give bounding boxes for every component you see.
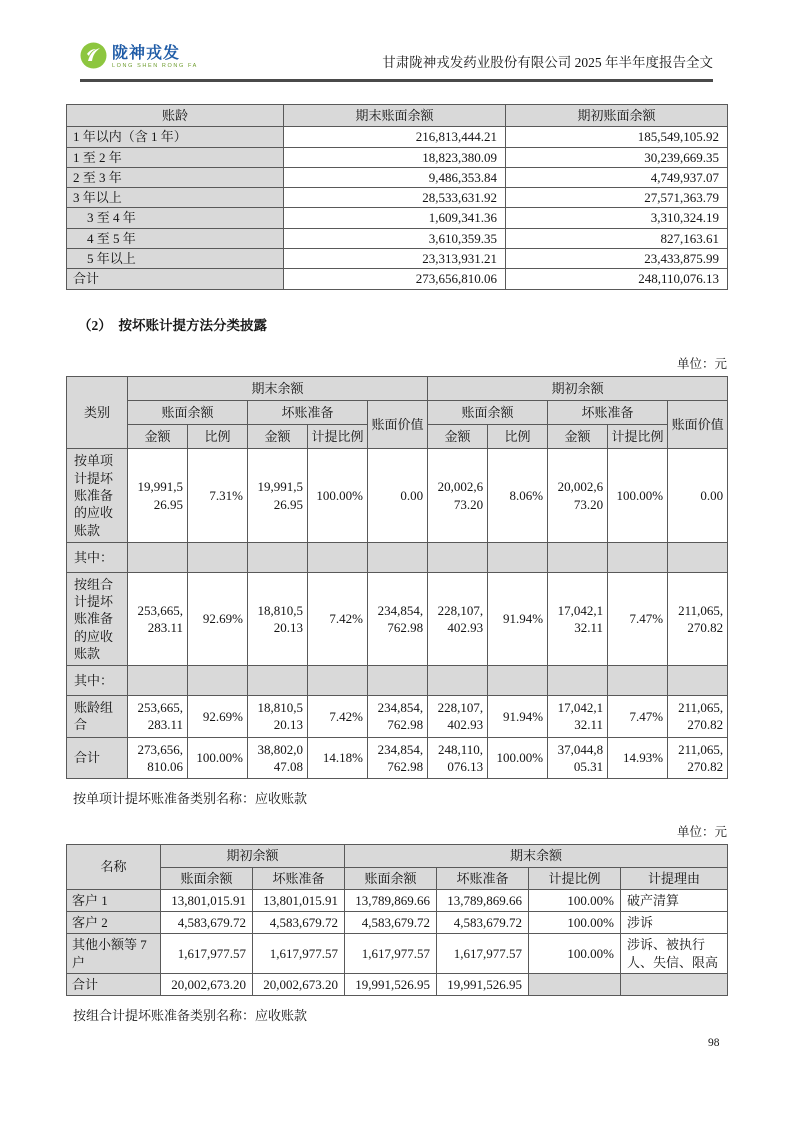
ratio-cell: 100.00% [608,449,668,542]
unit-label: 单位：元 [676,825,727,840]
row-label-cell: 其中： [67,542,128,572]
col-header-category: 类别 [67,376,128,449]
ratio-cell: 7.31% [188,449,248,542]
row-label-cell: 账龄组合 [67,696,128,738]
amount-cell: 1,617,977.57 [345,934,437,974]
individual-provision-table [66,844,728,996]
empty-cell [308,542,368,572]
table-row [67,889,728,911]
amount-cell: 13,801,015.91 [161,889,253,911]
table-row [67,934,728,974]
report-title: 甘肃陇神戎发药业股份有限公司 2025 年半年度报告全文 [382,55,713,70]
amount-cell: 37,044,805.31 [548,737,608,779]
amount-cell: 13,789,869.66 [437,889,529,911]
amount-cell: 234,854,762.98 [368,696,428,738]
amount-cell: 18,810,520.13 [248,572,308,665]
amount-cell: 253,665,283.11 [128,696,188,738]
ratio-cell: 91.94% [488,572,548,665]
amount-cell: 13,789,869.66 [345,889,437,911]
amount-cell: 17,042,132.11 [548,572,608,665]
row-label-cell: 1 至 2 年 [67,147,284,167]
row-label-cell: 按组合计提坏账准备的应收账款 [67,572,128,665]
amount-cell: 23,313,931.21 [284,248,506,268]
amount-cell: 30,239,669.35 [506,147,728,167]
note-group-category: 按组合计提坏账准备类别名称：应收账款 [73,1008,308,1024]
table-row [67,147,728,167]
amount-cell: 27,571,363.79 [506,188,728,208]
aging-table [66,104,728,290]
total-row [67,269,728,289]
amount-cell: 211,065,270.82 [668,572,728,665]
amount-cell: 13,801,015.91 [253,889,345,911]
amount-cell: 1,617,977.57 [437,934,529,974]
amount-cell: 234,854,762.98 [368,572,428,665]
ratio-cell: 14.93% [608,737,668,779]
empty-cell [128,542,188,572]
amount-cell: 248,110,076.13 [506,269,728,289]
logo-title: 陇神戎发 [112,45,181,63]
aging-header-row [67,105,728,127]
col-header-provision-ratio: 计提比例 [529,867,621,889]
amount-cell: 19,991,526.95 [128,449,188,542]
empty-cell [308,666,368,696]
col-header-amount: 金额 [128,425,188,449]
col-header-bad-provision: 坏账准备 [253,867,345,889]
reason-cell: 涉诉 [621,912,728,934]
empty-cell [529,974,621,996]
header-row-1 [67,845,728,867]
table-row [67,248,728,268]
amount-cell: 3,310,324.19 [506,208,728,228]
col-header-book-value: 账面价值 [668,400,728,449]
ratio-cell: 92.69% [188,696,248,738]
amount-cell: 17,042,132.11 [548,696,608,738]
ratio-cell: 91.94% [488,696,548,738]
amount-cell: 273,656,810.06 [284,269,506,289]
total-row [67,974,728,996]
col-header-bad-provision: 坏账准备 [437,867,529,889]
table-row [67,208,728,228]
amount-cell: 273,656,810.06 [128,737,188,779]
note-individual-category: 按单项计提坏账准备类别名称：应收账款 [73,791,308,807]
col-header-book-value: 账面价值 [368,400,428,449]
col-header-end-group: 期末余额 [128,376,428,400]
header-rule [80,79,713,82]
col-header-provision-ratio: 计提比例 [608,425,668,449]
table-row [67,188,728,208]
table-row [67,127,728,147]
col-header-name: 名称 [67,845,161,890]
ratio-cell: 7.42% [308,696,368,738]
empty-cell [188,666,248,696]
col-header-book-balance: 账面余额 [428,400,548,424]
empty-cell [128,666,188,696]
amount-cell: 228,107,402.93 [428,572,488,665]
amount-cell: 38,802,047.08 [248,737,308,779]
amount-cell: 0.00 [368,449,428,542]
empty-cell [548,542,608,572]
row-label-cell: 3 至 4 年 [67,208,284,228]
ratio-cell: 7.47% [608,572,668,665]
row-label-cell: 合计 [67,737,128,779]
header-row-1 [67,376,728,400]
subtotal-label-row [67,666,728,696]
col-header-begin-balance: 期初账面余额 [506,105,728,127]
col-header-end-balance: 期末账面余额 [284,105,506,127]
amount-cell: 19,991,526.95 [345,974,437,996]
empty-cell [368,542,428,572]
ratio-cell: 7.47% [608,696,668,738]
col-header-provision-ratio: 计提比例 [308,425,368,449]
amount-cell: 211,065,270.82 [668,696,728,738]
table-row [67,696,728,738]
amount-cell: 19,991,526.95 [248,449,308,542]
col-header-bad-provision: 坏账准备 [548,400,668,424]
amount-cell: 248,110,076.13 [428,737,488,779]
ratio-cell: 100.00% [188,737,248,779]
row-label-cell: 1 年以内（含 1 年） [67,127,284,147]
empty-cell [248,666,308,696]
ratio-cell: 100.00% [529,934,621,974]
amount-cell: 4,583,679.72 [345,912,437,934]
header-row-2 [67,400,728,424]
col-header-aging: 账龄 [67,105,284,127]
unit-label: 单位：元 [676,356,727,371]
col-header-amount: 金额 [428,425,488,449]
amount-cell: 9,486,353.84 [284,167,506,187]
row-label-cell: 4 至 5 年 [67,228,284,248]
col-header-begin-group: 期初余额 [428,376,728,400]
empty-cell [188,542,248,572]
amount-cell: 1,617,977.57 [253,934,345,974]
row-label-cell: 合计 [67,974,161,996]
col-header-amount: 金额 [248,425,308,449]
amount-cell: 827,163.61 [506,228,728,248]
header-row-2 [67,867,728,889]
amount-cell: 28,533,631.92 [284,188,506,208]
logo-icon [80,42,107,74]
amount-cell: 253,665,283.11 [128,572,188,665]
amount-cell: 4,583,679.72 [161,912,253,934]
reason-cell: 涉诉、被执行人、失信、限高 [621,934,728,974]
amount-cell: 20,002,673.20 [428,449,488,542]
ratio-cell: 7.42% [308,572,368,665]
amount-cell: 4,749,937.07 [506,167,728,187]
provision-method-table [66,376,728,780]
row-label-cell: 客户 2 [67,912,161,934]
col-header-ratio: 比例 [188,425,248,449]
amount-cell: 4,583,679.72 [437,912,529,934]
col-header-book-balance: 账面余额 [128,400,248,424]
amount-cell: 18,823,380.09 [284,147,506,167]
col-header-amount: 金额 [548,425,608,449]
empty-cell [608,542,668,572]
empty-cell [368,666,428,696]
ratio-cell: 92.69% [188,572,248,665]
amount-cell: 3,610,359.35 [284,228,506,248]
empty-cell [608,666,668,696]
ratio-cell: 100.00% [529,912,621,934]
logo-subtitle: LONG SHEN RONG FA [112,63,198,70]
section-heading: （2） 按坏账计提方法分类披露 [78,317,267,333]
company-logo [80,42,198,74]
empty-cell [621,974,728,996]
amount-cell: 4,583,679.72 [253,912,345,934]
table-row [67,167,728,187]
amount-cell: 185,549,105.92 [506,127,728,147]
amount-cell: 216,813,444.21 [284,127,506,147]
empty-cell [668,666,728,696]
table-row [67,449,728,542]
ratio-cell: 100.00% [529,889,621,911]
ratio-cell: 14.18% [308,737,368,779]
row-label-cell: 合计 [67,269,284,289]
amount-cell: 0.00 [668,449,728,542]
col-header-book-balance: 账面余额 [345,867,437,889]
amount-cell: 20,002,673.20 [161,974,253,996]
logo-text [112,46,198,70]
amount-cell: 20,002,673.20 [548,449,608,542]
row-label-cell: 其中： [67,666,128,696]
empty-cell [488,666,548,696]
empty-cell [428,666,488,696]
col-header-ratio: 比例 [488,425,548,449]
table-row [67,912,728,934]
col-header-bad-provision: 坏账准备 [248,400,368,424]
empty-cell [548,666,608,696]
row-label-cell: 5 年以上 [67,248,284,268]
amount-cell: 18,810,520.13 [248,696,308,738]
row-label-cell: 2 至 3 年 [67,167,284,187]
amount-cell: 234,854,762.98 [368,737,428,779]
amount-cell: 228,107,402.93 [428,696,488,738]
empty-cell [428,542,488,572]
amount-cell: 20,002,673.20 [253,974,345,996]
col-header-end-group: 期末余额 [345,845,728,867]
row-label-cell: 其他小额等 7 户 [67,934,161,974]
subtotal-label-row [67,542,728,572]
col-header-begin-group: 期初余额 [161,845,345,867]
amount-cell: 19,991,526.95 [437,974,529,996]
doc-header [80,0,713,74]
ratio-cell: 8.06% [488,449,548,542]
empty-cell [248,542,308,572]
col-header-book-balance: 账面余额 [161,867,253,889]
ratio-cell: 100.00% [488,737,548,779]
amount-cell: 23,433,875.99 [506,248,728,268]
amount-cell: 211,065,270.82 [668,737,728,779]
amount-cell: 1,609,341.36 [284,208,506,228]
empty-cell [488,542,548,572]
reason-cell: 破产清算 [621,889,728,911]
col-header-reason: 计提理由 [621,867,728,889]
table-row [67,572,728,665]
row-label-cell: 3 年以上 [67,188,284,208]
row-label-cell: 按单项计提坏账准备的应收账款 [67,449,128,542]
empty-cell [668,542,728,572]
amount-cell: 1,617,977.57 [161,934,253,974]
row-label-cell: 客户 1 [67,889,161,911]
page-number: 98 [708,1037,720,1049]
table-row [67,228,728,248]
total-row [67,737,728,779]
ratio-cell: 100.00% [308,449,368,542]
